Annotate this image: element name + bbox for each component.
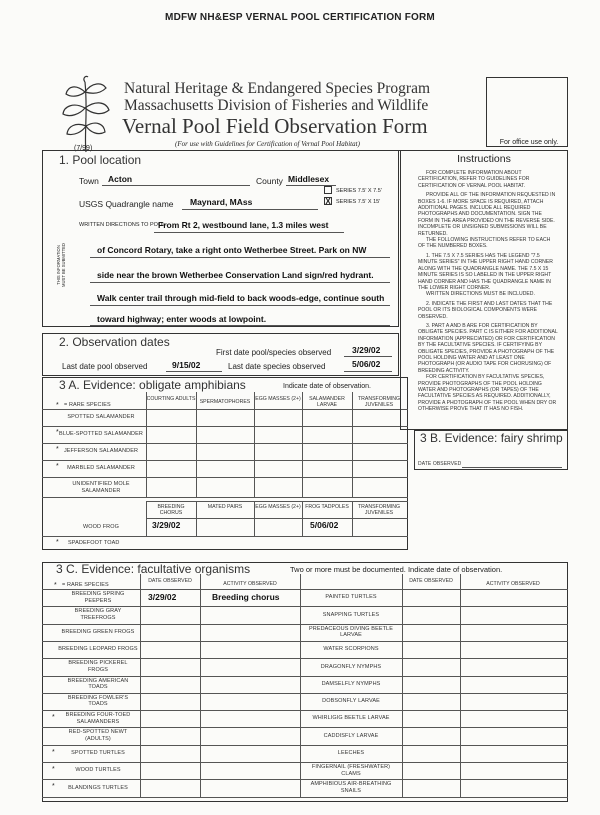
grid-line [402, 574, 403, 797]
usgs-label: USGS Quadrangle name [79, 199, 174, 209]
facultative-left-row: BREEDING SPRING PEEPERS [71, 591, 125, 604]
side-note [56, 230, 66, 300]
county-value[interactable]: Middlesex [288, 174, 330, 184]
rare-star: * [56, 463, 59, 470]
grid-line [196, 392, 197, 497]
facultative-right-row: DAMSELFLY NYMPHS [321, 680, 381, 687]
fairy-shrimp-date-line [462, 467, 562, 468]
grid-line [42, 536, 408, 537]
last-pool-line [166, 371, 222, 372]
wood-frog-tadpole-date[interactable]: 5/06/02 [310, 520, 339, 530]
facultative-right-row: PAINTED TURTLES [325, 594, 377, 601]
town-value[interactable]: Acton [108, 174, 133, 184]
peeper-activity[interactable]: Breeding chorus [212, 592, 280, 602]
quad-value[interactable]: Maynard, MAss [190, 197, 253, 207]
facultative-right-row: WATER SCORPIONS [323, 646, 379, 653]
fairy-shrimp-date-label: DATE OBSERVED [418, 461, 462, 467]
dir-rule-5 [90, 325, 390, 326]
instruction-para-1: FOR COMPLETE INFORMATION ABOUT CERTIFICATION, REFER TO GUIDELINES FOR CERTIFICATION OF VERNAL POOL HABITAT. [418, 170, 530, 189]
section-2-title: 2. Observation dates [59, 335, 170, 349]
species-unidentified-mole-salamander: UNIDENTIFIED MOLE SALAMANDER [72, 480, 130, 494]
dir-rule-2 [90, 257, 390, 258]
col-frog-transforming: TRANSFORMING JUVENILES [357, 504, 401, 517]
species-marbled-salamander: MARBLED SALAMANDER [67, 465, 135, 472]
facultative-right-row: WHIRLIGIG BEETLE LARVAE [312, 715, 390, 722]
series-75-checkbox[interactable] [324, 186, 332, 194]
grid-line [140, 574, 141, 797]
office-use-box [486, 77, 568, 147]
first-date-label: First date pool/species observed [216, 348, 332, 357]
grid-line [254, 501, 255, 536]
county-label: County [256, 176, 283, 186]
directions-label: WRITTEN DIRECTIONS TO POOL: [79, 222, 167, 228]
instruction-para-8: FOR CERTIFICATION BY FACULTATIVE SPECIES, PROVIDE PHOTOGRAPHS OF THE POOL HOLDING WATER AND PHOTOGRAPHS (OR TAPES) OF THE FACULTATIVE SPECIES AS REQUIRED. ADDITIONALLY, PROVIDE A PHOTOGRAPH OF THE POOL WHEN DRY OR OTHERWISE PROVE THAT IT HAS NO FISH. [418, 374, 557, 413]
col-frog-tadpoles: FROG TADPOLES [305, 504, 349, 510]
rare-note-3a: = RARE SPECIES [64, 402, 111, 408]
wood-frog-chorus-date[interactable]: 3/29/02 [152, 520, 181, 530]
directions-line-4[interactable]: Walk center trail through mid-field to back woods-edge, continue south [97, 293, 385, 303]
col-breeding-chorus: BREEDING CHORUS [157, 504, 185, 517]
col-transforming: TRANSFORMING JUVENILES [357, 396, 401, 409]
col-mated-pairs: MATED PAIRS [207, 504, 243, 510]
facultative-left-row: BREEDING GRAY TREEFROGS [74, 608, 122, 621]
col-3c-activity-right: ACTIVITY OBSERVED [486, 581, 540, 587]
instruction-para-3: THE FOLLOWING INSTRUCTIONS REFER TO EACH OF THE NUMBERED BOXES. [418, 237, 551, 250]
town-label: Town [79, 176, 99, 186]
instruction-para-7: 3. PART A AND B ARE FOR CERTIFICATION BY OBLIGATE SPECIES. PART C IS EITHER FOR ADDITIONAL INFORMATION (APPRECIATED) OR FOR CERTIFICATION BY THE FACULTATIVE SPECIES. IF CERTIFYING BY OBLIGATE SPECIES, PROVIDE A PHOTOGRAPH OF THE POOL HOLDING WATER AND AT LEAST ONE PHOTOGRAPH (OR AUDIO TAPE FOR CHORUSING) OF BREEDING ACTIVITY. [418, 322, 558, 374]
facultative-left-row: BLANDINGS TURTLES [68, 784, 128, 791]
facultative-left-row: BREEDING AMERICAN TOADS [67, 677, 129, 691]
facultative-right-row: CADDISFLY LARVAE [323, 732, 379, 739]
last-pool-value[interactable]: 9/15/02 [172, 360, 201, 370]
facultative-left-row: BREEDING PICKEREL FROGS [68, 660, 128, 673]
section-3c-subtitle: Two or more must be documented. Indicate date of observation. [290, 565, 503, 574]
directions-line-3[interactable]: side near the brown Wetherbee Conservation Land sign/red hydrant. [97, 270, 374, 280]
document-title: MDFW NH&ESP VERNAL POOL CERTIFICATION FORM [165, 12, 435, 23]
species-jefferson-salamander: JEFFERSON SALAMANDER [63, 448, 139, 455]
first-date-value[interactable]: 3/29/02 [352, 345, 381, 355]
species-spadefoot-toad: SPADEFOOT TOAD [68, 540, 120, 546]
directions-line-2[interactable]: of Concord Rotary, take a right onto Wetherbee Street. Park on NW [97, 245, 367, 255]
facultative-right-row: AMPHIBIOUS AIR-BREATHING SNAILS [310, 781, 392, 794]
section-3a-title: 3 A. Evidence: obligate amphibians [59, 378, 246, 392]
office-use-label: For office use only. [499, 139, 559, 146]
col-3c-date-left: DATE OBSERVED [148, 578, 192, 584]
rare-star: * [52, 748, 55, 756]
form-title: Vernal Pool Field Observation Form [122, 114, 428, 138]
facultative-left-row: BREEDING FOUR-TOED SALAMANDERS [65, 712, 131, 725]
program-line-1: Natural Heritage & Endangered Species Program [124, 80, 431, 97]
species-wood-frog: WOOD FROG [82, 523, 120, 530]
grid-line [352, 501, 353, 536]
directions-line-1[interactable]: From Rt 2, westbound lane, 1.3 miles west [158, 220, 329, 230]
directions-line-5[interactable]: toward highway; enter woods at lowpoint. [97, 314, 267, 324]
facultative-left-row: WOOD TURTLES [75, 767, 121, 774]
grid-line [254, 392, 255, 497]
series-715-checkbox[interactable]: X [325, 197, 331, 206]
rare-star: * [56, 539, 59, 546]
grid-line [460, 574, 461, 797]
side-note-line-2: MUST BE SUBMITTED [61, 243, 66, 287]
facultative-right-row: DRAGONFLY NYMPHS [320, 663, 382, 670]
col-3c-date-right: DATE OBSERVED [409, 578, 453, 584]
instructions-title: Instructions [457, 153, 511, 165]
species-spotted-salamander: SPOTTED SALAMANDER [67, 414, 135, 421]
grid-line [146, 501, 408, 502]
col-frog-egg-masses: EGG MASSES (2+) [255, 504, 301, 510]
section-3a-subtitle: Indicate date of observation. [283, 383, 371, 390]
facultative-right-row: SNAPPING TURTLES [322, 611, 380, 618]
dir-rule-4 [90, 305, 390, 306]
grid-line [302, 392, 303, 497]
grid-line [42, 797, 568, 798]
rare-star: * [56, 446, 59, 453]
rare-star: * [52, 766, 55, 773]
first-date-line [344, 356, 392, 357]
facultative-left-row: BREEDING FOWLER'S TOADS [67, 694, 129, 708]
grid-line [302, 501, 303, 536]
col-courting: COURTING ADULTS [146, 396, 196, 402]
grid-line [352, 392, 353, 497]
last-species-line [344, 371, 392, 372]
section-3b-title: 3 B. Evidence: fairy shrimp [420, 431, 563, 445]
section-1-title: 1. Pool location [59, 153, 142, 167]
instructions-text [418, 170, 558, 413]
grid-line [146, 501, 147, 536]
rare-note-3c: = RARE SPECIES [62, 582, 109, 588]
series-715-label: SERIES 7.5' X 15' [336, 199, 381, 205]
last-species-label: Last date species observed [228, 362, 326, 371]
grid-line [42, 497, 408, 498]
section-3c-title: 3 C. Evidence: facultative organisms [56, 562, 251, 576]
col-salamander-larvae: SALAMANDER LARVAE [309, 396, 345, 409]
peeper-date[interactable]: 3/29/02 [148, 592, 177, 602]
instruction-para-6: 2. INDICATE THE FIRST AND LAST DATES THAT THE POOL OR ITS BIOLOGICAL COMPONENTS WERE OBSERVED. [418, 300, 553, 320]
col-egg-masses: EGG MASSES (2+) [255, 396, 301, 402]
facultative-right-row: LEECHES [337, 750, 365, 757]
instruction-para-4: 1. THE 7.5 X 7.5 SERIES HAS THE LEGEND "7.5 MINUTE SERIES" IN THE UPPER RIGHT HAND CORNER ALONG WITH THE QUADRANGLE NAME. THE 7.5 X 15 MINUTE SERIES IS SO LABELED IN THE UPPER RIGHT HAND CORNER AND HAS THE QUADRANGLE NAME IN THE LOWER RIGHT CORNER. [418, 252, 553, 291]
grid-line [146, 392, 147, 497]
side-note-line-1: THIS INFORMATION [56, 245, 61, 285]
rare-star: * [56, 429, 59, 436]
quad-line [182, 209, 318, 210]
facultative-left-row: BREEDING LEOPARD FROGS [58, 646, 138, 653]
rare-star: * [52, 714, 55, 722]
species-blue-spotted-salamander: BLUE-SPOTTED SALAMANDER [59, 431, 143, 438]
dir-rule-3 [90, 282, 390, 283]
col-spermatophores: SPERMATOPHORES [199, 399, 251, 405]
last-species-value[interactable]: 5/06/02 [352, 359, 381, 369]
last-pool-label: Last date pool observed [62, 362, 148, 371]
facultative-right-row: FINGERNAIL (FRESHWATER) CLAMS [311, 764, 391, 777]
program-line-2: Massachusetts Division of Fisheries and Wildlife [124, 97, 429, 114]
grid-line [146, 518, 408, 519]
facultative-left-row: SPOTTED TURTLES [71, 750, 125, 757]
town-line [102, 185, 250, 186]
facultative-right-row: PREDACEOUS DIVING BEETLE LARVAE [308, 625, 393, 639]
dir-rule-1 [154, 232, 344, 233]
facultative-left-row: RED-SPOTTED NEWT (ADULTS) [68, 729, 128, 743]
facultative-left-row: BREEDING GREEN FROGS [61, 628, 135, 635]
grid-line [300, 574, 301, 797]
instruction-para-5: WRITTEN DIRECTIONS MUST BE INCLUDED. [426, 291, 535, 298]
rare-star-3a: * [56, 402, 59, 409]
grid-line [196, 501, 197, 536]
series-75-label: SERIES 7.5' X 7.5' [336, 188, 382, 194]
leaf-logo-icon [58, 74, 114, 154]
facultative-right-row: DOBSONFLY LARVAE [322, 698, 380, 705]
rare-star-3c: * [54, 582, 57, 589]
rare-star: * [52, 783, 55, 791]
use-note: (For use with Guidelines for Certification of Vernal Pool Habitat) [175, 140, 360, 148]
revision-date: (7/99) [74, 145, 93, 152]
col-3c-activity-left: ACTIVITY OBSERVED [223, 581, 277, 587]
instruction-para-2: PROVIDE ALL OF THE INFORMATION REQUESTED IN BOXES 1-6. IF MORE SPACE IS REQUIRED, ATTACH ADDITIONAL PAGES. INCLUDE ALL REQUIRED PHOTOGRAPHS AND DOCUMENTATION. SIGN THE FORM IN THE AREA PROVIDED ON THE REVERSE SIDE. INCOMPLETE OR UNSIGNED SUBMISSIONS WILL BE RETURNED. [418, 192, 556, 237]
grid-line [200, 574, 201, 797]
